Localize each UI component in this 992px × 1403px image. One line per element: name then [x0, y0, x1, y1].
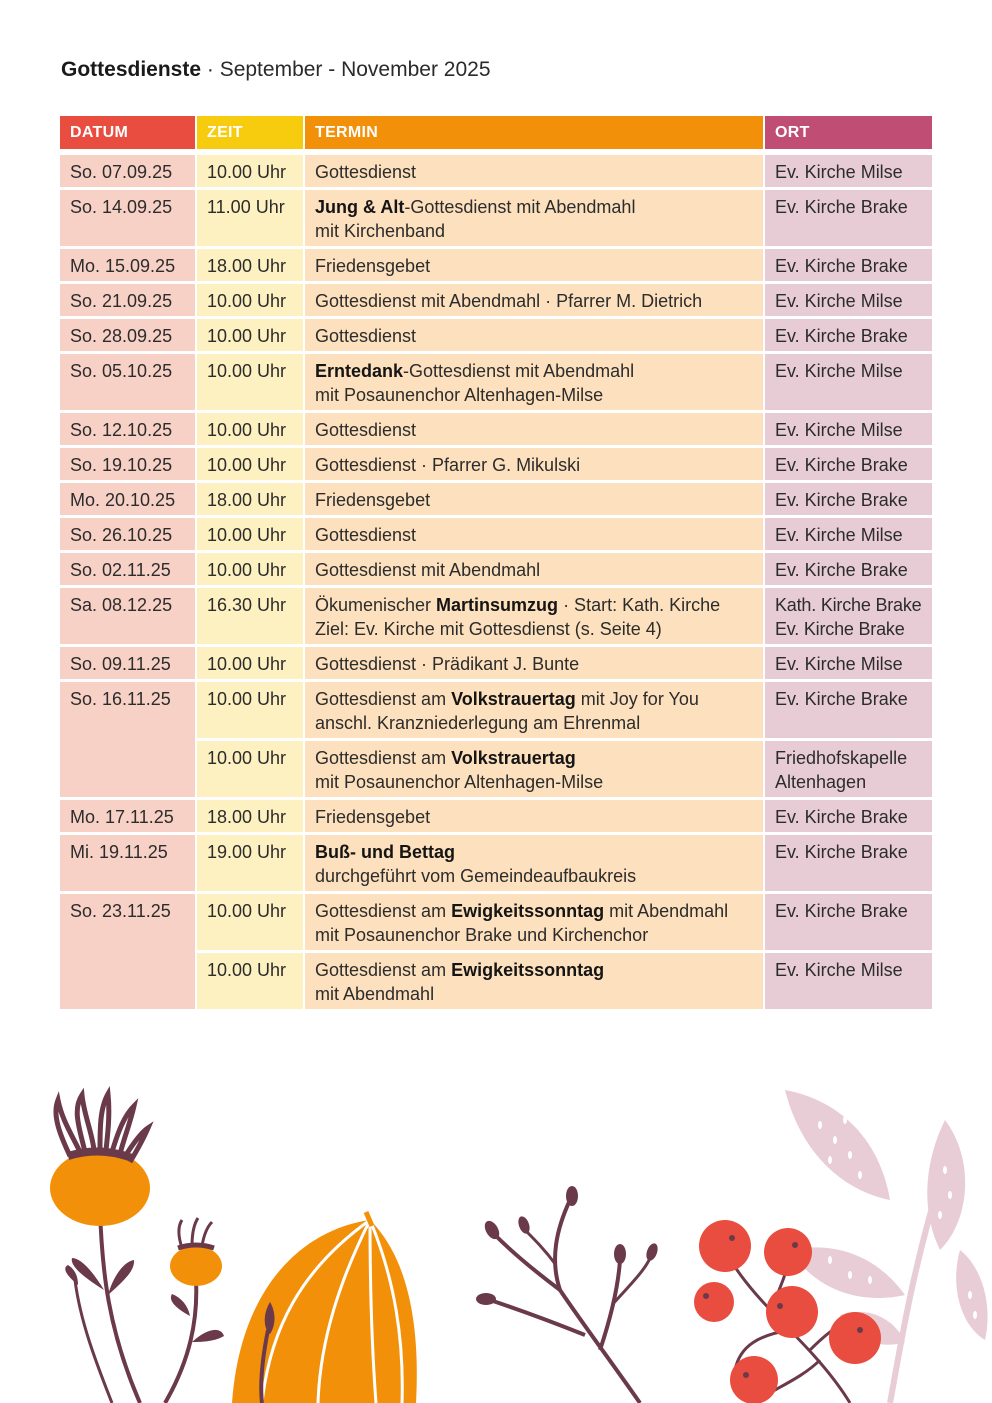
cell-ort: [765, 682, 932, 738]
termin-line: [315, 958, 753, 982]
termin-text: Gottesdienst: [315, 326, 417, 346]
termin-highlight: Volkstrauertag: [451, 748, 576, 768]
termin-text: Gottesdienst am: [315, 901, 452, 921]
cell-datum: Mo. 20.10.25: [60, 483, 195, 515]
cell-ort: [765, 835, 932, 891]
termin-line: [315, 711, 753, 735]
column-header-ort: ORT: [765, 116, 932, 149]
cell-termin: [305, 647, 763, 679]
termin-line: [315, 746, 753, 770]
termin-line: [315, 160, 753, 184]
cell-ort: [765, 413, 932, 445]
termin-text: anschl. Kranzniederlegung am Ehrenmal: [315, 713, 641, 733]
cell-ort: [765, 588, 932, 644]
cell-datum: So. 02.11.25: [60, 553, 195, 585]
cell-zeit: 19.00 Uhr: [197, 835, 303, 891]
column-header-datum: DATUM: [60, 116, 195, 149]
ort-line: Ev. Kirche Brake: [775, 490, 908, 510]
cell-zeit: 18.00 Uhr: [197, 483, 303, 515]
termin-text: Ökumenischer: [315, 595, 437, 615]
cell-termin: [305, 448, 763, 480]
termin-text: Gottesdienst am: [315, 689, 452, 709]
termin-line: [315, 923, 753, 947]
cell-ort: [765, 448, 932, 480]
cell-zeit: 10.00 Uhr: [197, 518, 303, 550]
ort-line: Ev. Kirche Brake: [775, 560, 908, 580]
termin-line: [315, 523, 753, 547]
column-header-zeit: ZEIT: [197, 116, 303, 149]
ort-line: Friedhofskapelle: [775, 748, 908, 768]
ort-line: Ev. Kirche Brake: [775, 455, 908, 475]
termin-line: [315, 324, 753, 348]
physalis-lantern-icon: [232, 1212, 417, 1403]
termin-highlight: Ewigkeitssonntag: [451, 960, 605, 980]
cell-zeit: 11.00 Uhr: [197, 190, 303, 246]
ort-line: Ev. Kirche Brake: [775, 807, 908, 827]
termin-line: [315, 254, 753, 278]
termin-text: Gottesdienst: [315, 525, 417, 545]
termin-line: [315, 195, 753, 219]
ort-line: Ev. Kirche Milse: [775, 654, 903, 674]
cell-ort: [765, 249, 932, 281]
cell-zeit: 18.00 Uhr: [197, 249, 303, 281]
termin-line: [315, 359, 753, 383]
cell-termin: [305, 835, 763, 891]
termin-line: [315, 864, 753, 888]
ort-line: Altenhagen: [775, 772, 867, 792]
cell-zeit: 10.00 Uhr: [197, 647, 303, 679]
ort-line: Kath. Kirche Brake: [775, 595, 922, 615]
column-header-termin: TERMIN: [305, 116, 763, 149]
termin-text: Gottesdienst: [315, 162, 417, 182]
termin-line: [315, 383, 753, 407]
cell-zeit: 10.00 Uhr: [197, 354, 303, 410]
ort-line: Ev. Kirche Milse: [775, 291, 903, 311]
cell-zeit: 10.00 Uhr: [197, 741, 303, 797]
cell-zeit: 10.00 Uhr: [197, 553, 303, 585]
termin-text: mit Abendmahl: [315, 984, 435, 1004]
termin-line: [315, 289, 753, 313]
cell-datum: So. 14.09.25: [60, 190, 195, 246]
ort-line: Ev. Kirche Brake: [775, 197, 908, 217]
termin-text: mit Posaunenchor Brake und Kirchenchor: [315, 925, 649, 945]
termin-text: mit Kirchenband: [315, 221, 446, 241]
cell-ort: [765, 319, 932, 351]
cell-termin: [305, 155, 763, 187]
cell-termin: [305, 249, 763, 281]
termin-line: [315, 418, 753, 442]
cell-ort: [765, 483, 932, 515]
termin-line: [315, 805, 753, 829]
termin-line: [315, 652, 753, 676]
cell-datum: Mi. 19.11.25: [60, 835, 195, 891]
termin-text: mit Joy for You: [575, 689, 699, 709]
cell-datum: So. 09.11.25: [60, 647, 195, 679]
cell-ort: [765, 741, 932, 797]
cell-ort: [765, 518, 932, 550]
cell-datum: So. 28.09.25: [60, 319, 195, 351]
ort-line: Ev. Kirche Milse: [775, 361, 903, 381]
cell-termin: [305, 413, 763, 445]
cell-ort: [765, 553, 932, 585]
cell-ort: [765, 647, 932, 679]
termin-highlight: Buß- und Bettag: [315, 842, 455, 862]
cell-zeit: 10.00 Uhr: [197, 155, 303, 187]
cell-termin: [305, 284, 763, 316]
ort-line: Ev. Kirche Brake: [775, 326, 908, 346]
termin-text: Gottesdienst · Prädikant J. Bunte: [315, 654, 580, 674]
cell-datum: So. 23.11.25: [60, 894, 195, 1009]
service-schedule-table: [60, 116, 932, 1012]
termin-highlight: Volkstrauertag: [451, 689, 576, 709]
rosehip-flower-icon: [50, 1094, 150, 1403]
cell-zeit: 18.00 Uhr: [197, 800, 303, 832]
cell-termin: [305, 553, 763, 585]
termin-text: mit Posaunenchor Altenhagen-Milse: [315, 772, 604, 792]
cell-zeit: 10.00 Uhr: [197, 953, 303, 1009]
cell-datum: So. 05.10.25: [60, 354, 195, 410]
cell-termin: [305, 741, 763, 797]
cell-termin: [305, 483, 763, 515]
cell-datum: So. 19.10.25: [60, 448, 195, 480]
ort-line: Ev. Kirche Milse: [775, 525, 903, 545]
cell-datum: Sa. 08.12.25: [60, 588, 195, 644]
termin-text: Gottesdienst: [315, 420, 417, 440]
termin-line: [315, 770, 753, 794]
termin-highlight: Erntedank: [315, 361, 404, 381]
cell-ort: [765, 953, 932, 1009]
small-rosehip-icon: [165, 1218, 224, 1403]
cell-datum: So. 26.10.25: [60, 518, 195, 550]
cell-datum: Mo. 17.11.25: [60, 800, 195, 832]
cell-zeit: 10.00 Uhr: [197, 413, 303, 445]
termin-line: [315, 687, 753, 711]
cell-zeit: 10.00 Uhr: [197, 448, 303, 480]
cell-termin: [305, 894, 763, 950]
cell-termin: [305, 800, 763, 832]
termin-line: [315, 899, 753, 923]
ort-line: Ev. Kirche Brake: [775, 619, 905, 639]
termin-line: [315, 219, 753, 243]
cell-termin: [305, 319, 763, 351]
termin-text: · Start: Kath. Kirche: [558, 595, 721, 615]
page-title-rest: · September - November 2025: [201, 58, 491, 81]
page-title-bold: Gottesdienste: [61, 58, 202, 81]
termin-line: [315, 982, 753, 1006]
termin-line: [315, 617, 753, 641]
cell-ort: [765, 190, 932, 246]
cell-zeit: 10.00 Uhr: [197, 682, 303, 738]
termin-text: Gottesdienst mit Abendmahl · Pfarrer M. Dietrich: [315, 291, 703, 311]
cell-datum: So. 21.09.25: [60, 284, 195, 316]
cell-datum: So. 16.11.25: [60, 682, 195, 797]
termin-text: Gottesdienst mit Abendmahl: [315, 560, 541, 580]
termin-text: durchgeführt vom Gemeindeaufbaukreis: [315, 866, 637, 886]
termin-text: Gottesdienst am: [315, 748, 452, 768]
termin-text: Gottesdienst · Pfarrer G. Mikulski: [315, 455, 581, 475]
cell-termin: [305, 354, 763, 410]
termin-text: -Gottesdienst mit Abendmahl: [404, 197, 636, 217]
ort-line: Ev. Kirche Brake: [775, 842, 908, 862]
red-berries-icon: [694, 1220, 881, 1403]
ort-line: Ev. Kirche Brake: [775, 689, 908, 709]
termin-text: Friedensgebet: [315, 807, 431, 827]
termin-text: Friedensgebet: [315, 490, 431, 510]
cell-ort: [765, 354, 932, 410]
cell-ort: [765, 894, 932, 950]
termin-highlight: Jung & Alt: [315, 197, 405, 217]
cell-termin: [305, 588, 763, 644]
cell-termin: [305, 953, 763, 1009]
termin-line: [315, 593, 753, 617]
cell-zeit: 10.00 Uhr: [197, 284, 303, 316]
cell-zeit: 10.00 Uhr: [197, 319, 303, 351]
cell-datum: Mo. 15.09.25: [60, 249, 195, 281]
cell-datum: So. 12.10.25: [60, 413, 195, 445]
cell-ort: [765, 800, 932, 832]
termin-highlight: Martinsumzug: [436, 595, 559, 615]
twig-with-buds-icon: [476, 1186, 660, 1403]
cell-termin: [305, 682, 763, 738]
termin-line: [315, 840, 753, 864]
termin-text: Friedensgebet: [315, 256, 431, 276]
cell-termin: [305, 518, 763, 550]
termin-text: mit Posaunenchor Altenhagen-Milse: [315, 385, 604, 405]
termin-text: Gottesdienst am: [315, 960, 452, 980]
ort-line: Ev. Kirche Milse: [775, 162, 903, 182]
cell-zeit: 10.00 Uhr: [197, 894, 303, 950]
termin-line: [315, 488, 753, 512]
cell-termin: [305, 190, 763, 246]
termin-text: mit Abendmahl: [604, 901, 729, 921]
termin-text: -Gottesdienst mit Abendmahl: [403, 361, 635, 381]
ort-line: Ev. Kirche Milse: [775, 960, 903, 980]
termin-line: [315, 558, 753, 582]
ort-line: Ev. Kirche Brake: [775, 901, 908, 921]
termin-text: Ziel: Ev. Kirche mit Gottesdienst (s. Seite 4): [315, 619, 662, 639]
ort-line: Ev. Kirche Milse: [775, 420, 903, 440]
cell-zeit: 16.30 Uhr: [197, 588, 303, 644]
cell-ort: [765, 284, 932, 316]
page-title: [61, 57, 491, 83]
cell-ort: [765, 155, 932, 187]
termin-line: [315, 453, 753, 477]
autumn-plants-illustration: [0, 1080, 992, 1403]
ort-line: Ev. Kirche Brake: [775, 256, 908, 276]
cell-datum: So. 07.09.25: [60, 155, 195, 187]
termin-highlight: Ewigkeitssonntag: [451, 901, 605, 921]
